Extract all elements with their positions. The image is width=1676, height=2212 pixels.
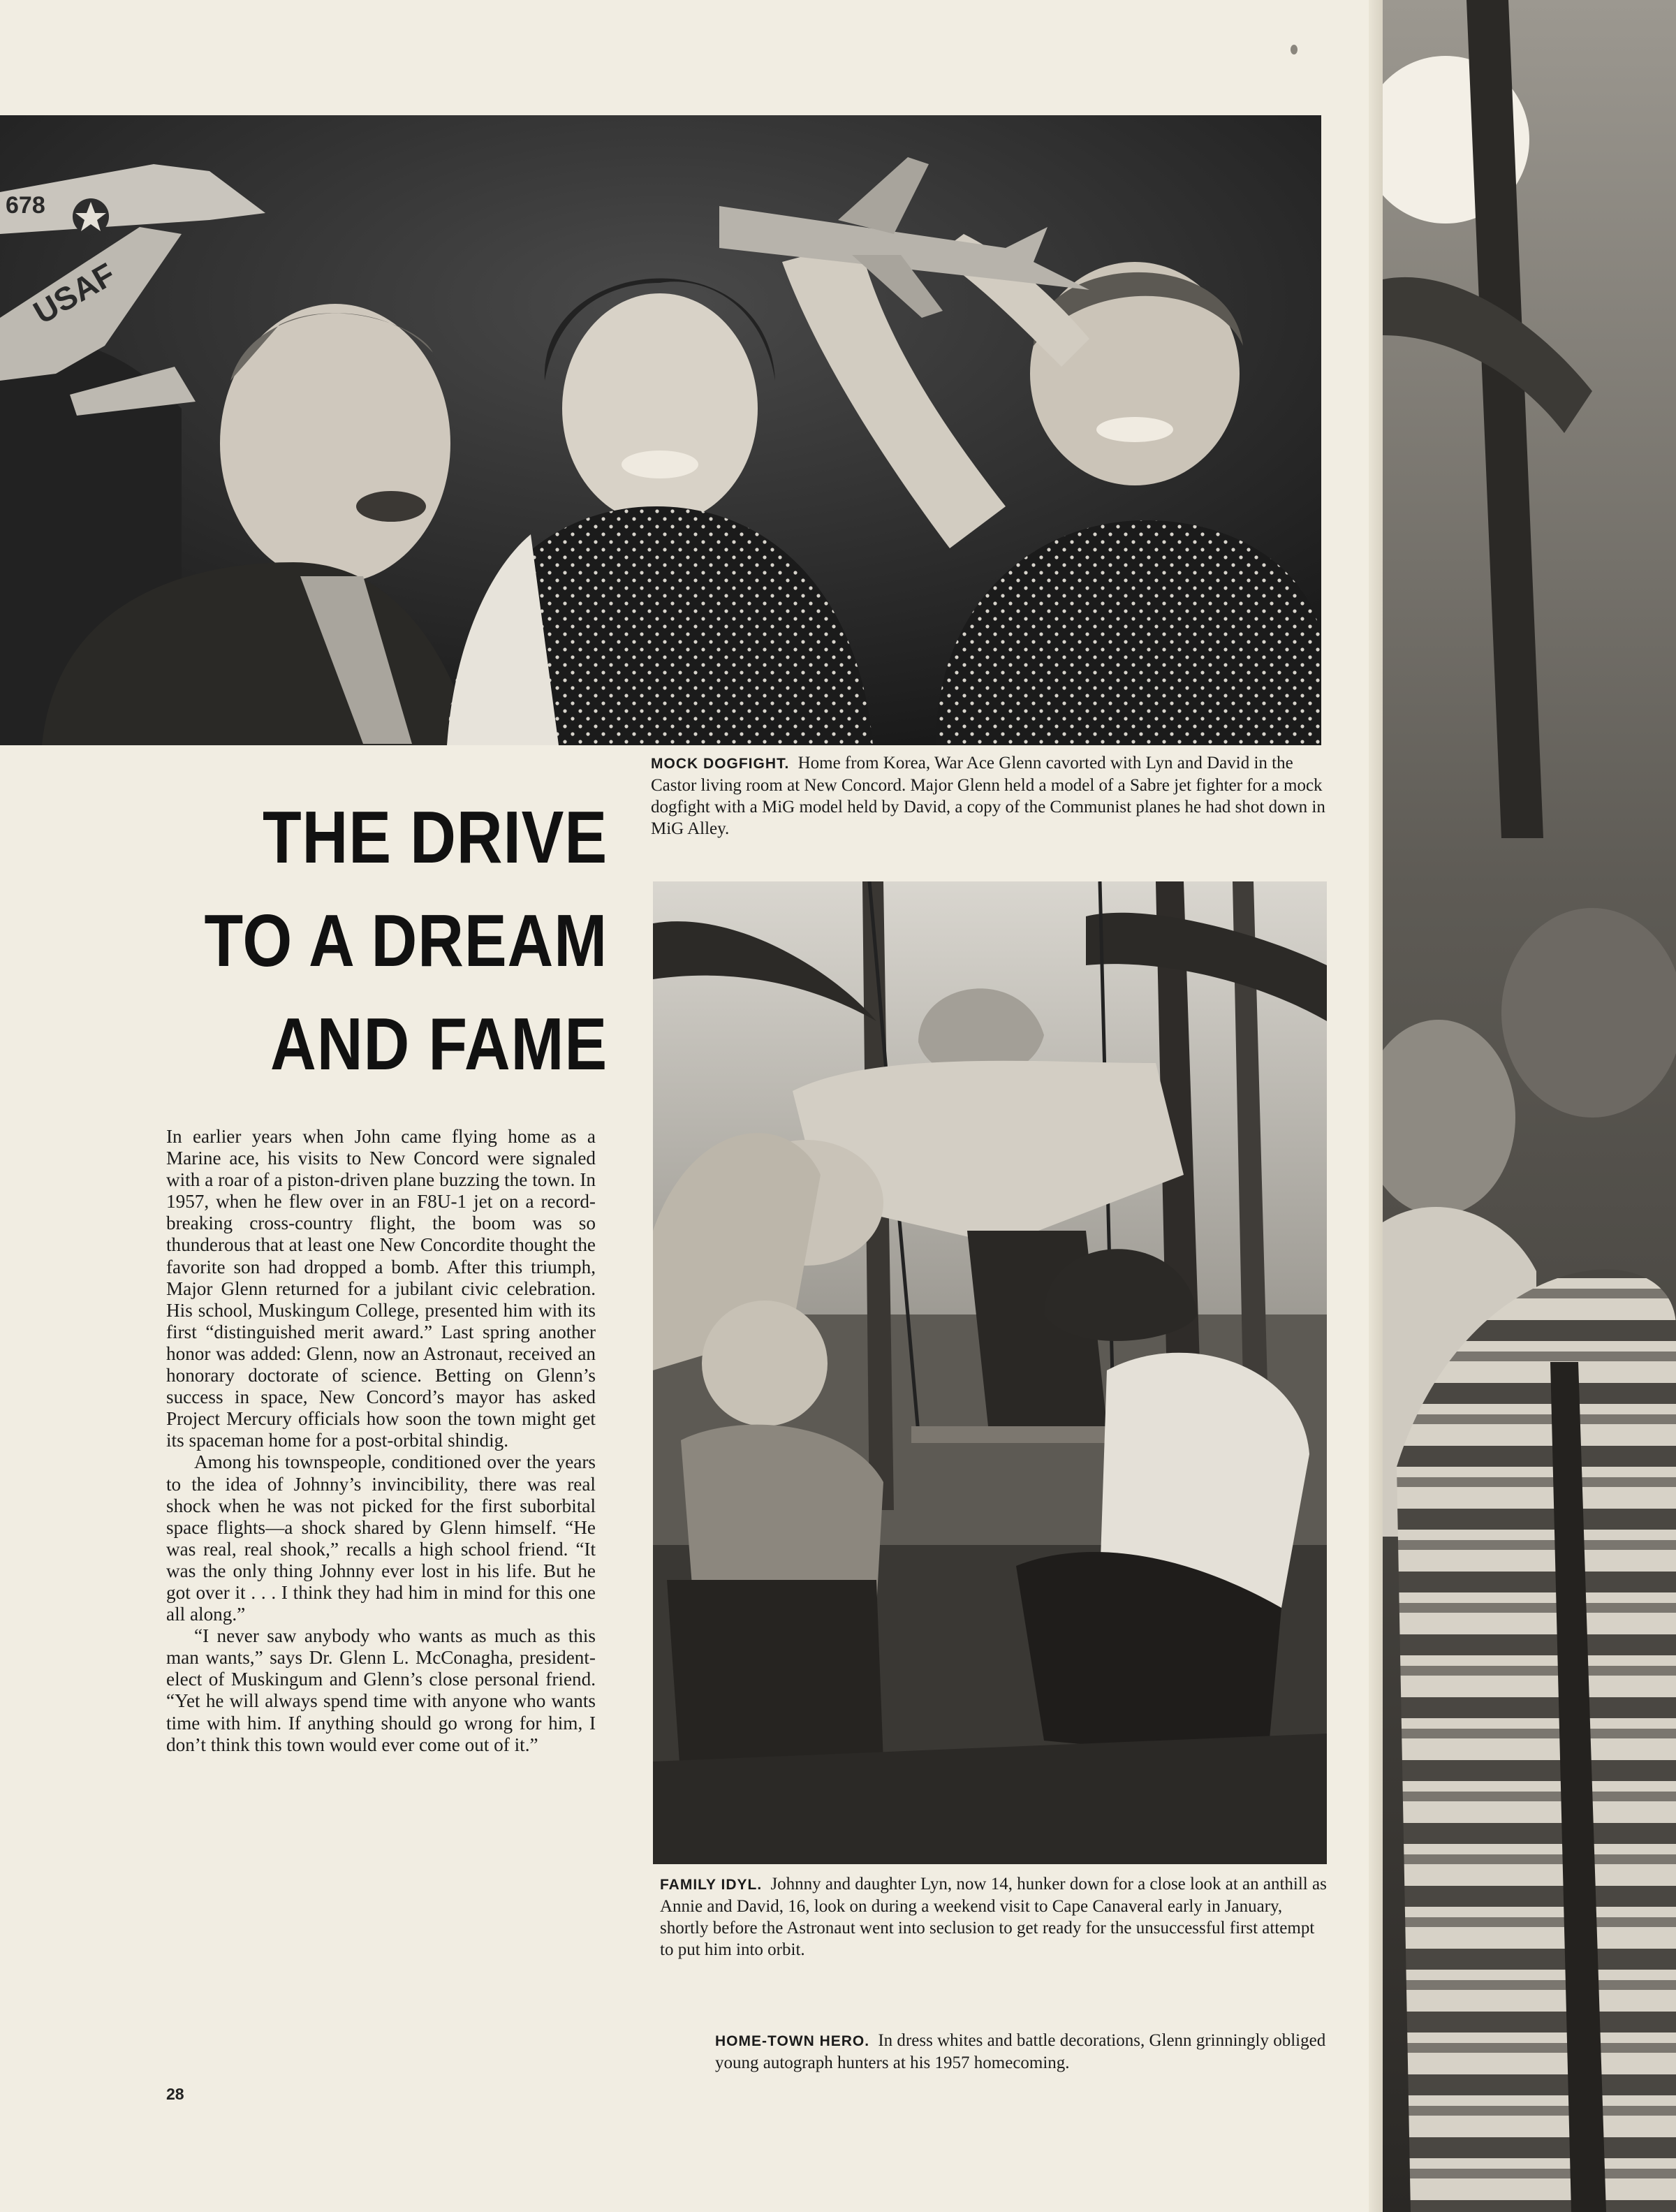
plane-tail-marking: USAF bbox=[27, 256, 122, 331]
plane-serial: 678 bbox=[6, 192, 45, 219]
body-paragraph: Among his townspeople, conditioned over the years to the idea of Johnny’s invincibility, there was real shock when he was not picked for the first suborbital space flights—a shock shared by Glenn himself. “He was real, real shook,” recalls a high school friend. “It was the only thing Johnny ever lost in his life. But he got over it . . . I think they had him in mind for this one all along.” bbox=[166, 1451, 596, 1625]
headline-line-2: TO A DREAM bbox=[204, 900, 608, 982]
page-number: 28 bbox=[166, 2085, 184, 2103]
article-body bbox=[166, 1126, 596, 1756]
caption-lead: FAMILY IDYL. bbox=[660, 1877, 763, 1893]
caption-mock-dogfight bbox=[651, 752, 1328, 840]
headline bbox=[175, 786, 608, 1096]
caption-lead: HOME-TOWN HERO. bbox=[715, 2033, 870, 2049]
photo-mock-dogfight bbox=[0, 115, 1321, 745]
caption-family-idyl bbox=[660, 1873, 1330, 1961]
caption-lead: MOCK DOGFIGHT. bbox=[651, 756, 790, 772]
caption-home-town-hero bbox=[715, 2030, 1344, 2074]
body-paragraph: In earlier years when John came flying home as a Marine ace, his visits to New Concord were signaled with a roar of a piston-driven plane buzzing the town. In 1957, when he flew over in an F8U-1 jet on a record-breaking cross-country flight, the boom was so thunderous that at least one New Concordite thought the favorite son had dropped a bomb. After this triumph, Major Glenn returned for a jubilant civic celebration. His school, Muskingum College, presented him with its first “distinguished merit award.” Last spring another honor was added: Glenn, now an Astronaut, received an honorary doctorate of science. Betting on Glenn’s success in space, New Concord’s mayor has asked Project Mercury officials how soon the town might get its spaceman home for a post-orbital shindig. bbox=[166, 1126, 596, 1451]
page-gutter bbox=[1369, 0, 1383, 2212]
body-paragraph: “I never saw anybody who wants as much as this man wants,” says Dr. Glenn L. McConagha, president-elect of Muskingum and Glenn’s close personal friend. “Yet he will always spend time with anyone who wants time with him. If anything should go wrong for him, I don’t think this town would ever come out of it.” bbox=[166, 1625, 596, 1755]
caption-text: Home from Korea, War Ace Glenn cavorted with Lyn and David in the Castor living room at New Concord. Major Glenn held a model of a Sabre jet fighter for a mock dogfight with a MiG model held by David, a copy of the Communist planes he had shot down in MiG Alley. bbox=[651, 754, 1325, 838]
photo-home-town-hero bbox=[1383, 0, 1676, 2212]
headline-line-3: AND FAME bbox=[270, 1003, 608, 1085]
photo-family-idyl bbox=[653, 881, 1327, 1864]
print-speck bbox=[1291, 45, 1298, 54]
caption-text: In dress whites and battle decorations, Glenn grinningly obliged young autograph hunters at his 1957 homecoming. bbox=[715, 2031, 1326, 2072]
headline-line-1: THE DRIVE bbox=[263, 796, 608, 879]
caption-text: Johnny and daughter Lyn, now 14, hunker down for a close look at an anthill as Annie and David, 16, look on during a weekend visit to Cape Canaveral early in January, shortly before the Astronaut went into seclusion to get ready for the unsuccessful first attempt to put him into orbit. bbox=[660, 1875, 1327, 1959]
